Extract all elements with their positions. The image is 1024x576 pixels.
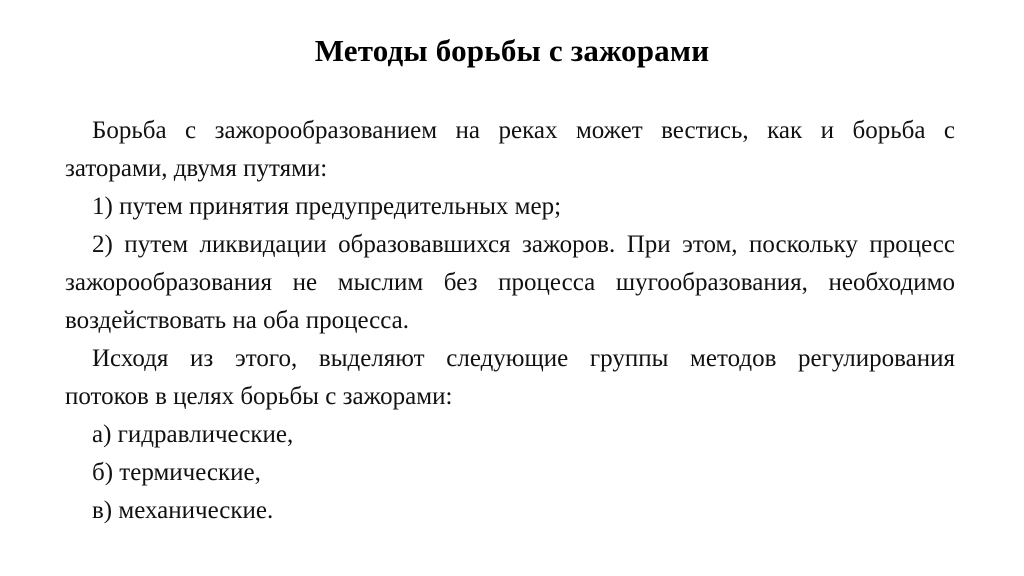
- text-line: б) термические,: [92, 459, 261, 486]
- text-line: 1) путем принятия предупредительных мер;: [92, 193, 562, 220]
- text-line: воздействовать на оба процесса.: [65, 307, 410, 334]
- text-line: потоков в целях борьбы с зажорами:: [65, 383, 453, 410]
- slide-body-text: [65, 112, 955, 530]
- text-line: а) гидравлические,: [92, 421, 294, 448]
- text-line: 2) путем ликвидации образовавшихся зажоров. При этом, поскольку процесс: [92, 231, 955, 258]
- text-line: Борьба с зажорообразованием на реках может вестись, как и борьба с: [92, 117, 955, 144]
- text-line: зажорообразования не мыслим без процесса шугообразования, необходимо: [65, 269, 955, 296]
- slide-title: Методы борьбы с зажорами: [314, 33, 710, 68]
- text-line: в) механические.: [92, 497, 274, 524]
- text-line: Исходя из этого, выделяют следующие группы методов регулирования: [92, 345, 955, 372]
- text-line: заторами, двумя путями:: [65, 155, 328, 182]
